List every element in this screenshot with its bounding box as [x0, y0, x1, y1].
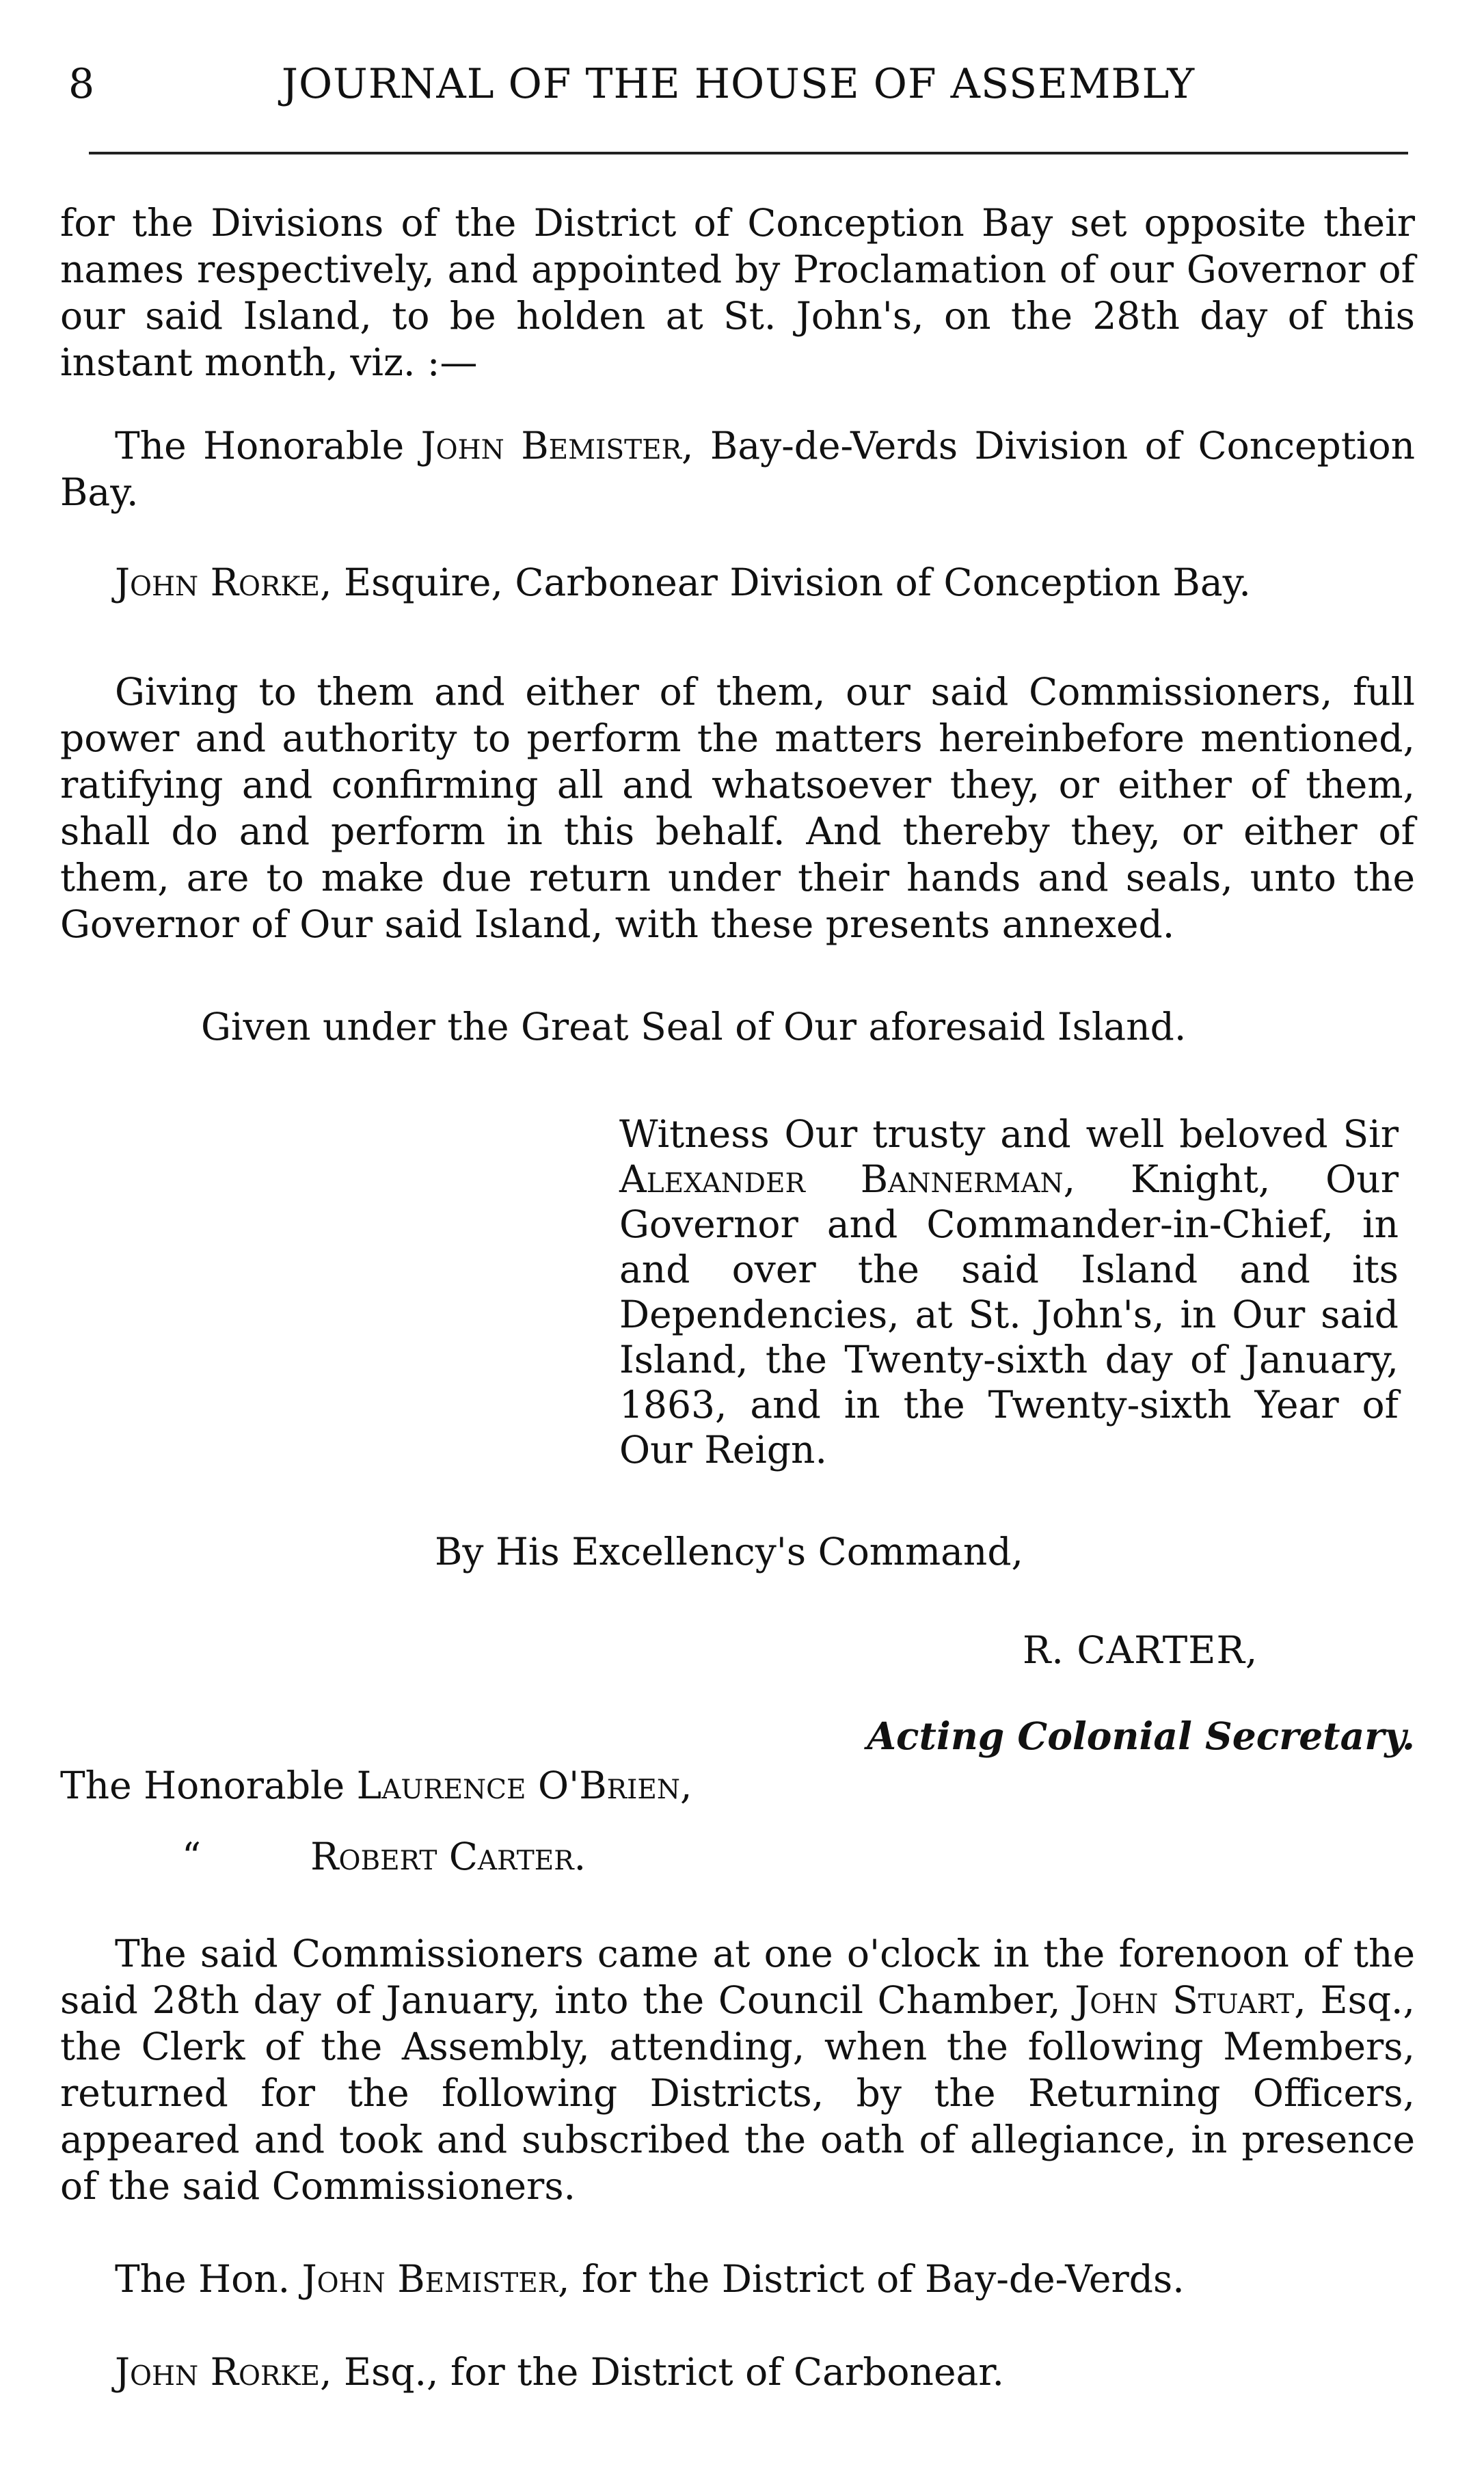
member2-name: John Rorke	[115, 2350, 320, 2394]
member1-rest: , for the District of Bay-de-Verds.	[558, 2257, 1185, 2301]
witness-governor-name: Alexander Bannerman	[619, 1157, 1064, 1201]
authority-paragraph: Giving to them and either of them, our said Commissioners, full power and authority to perform the matters hereinbefore mentioned, ratifying and confirming all and whatsoever they, or either of them, shall do and perform in this behalf. And thereby they, or either of them, are to make due return under their hands and seals, unto the Governor of Our said Island, with these presents annexed.	[60, 670, 1415, 946]
commissioner-rorke	[60, 559, 1415, 606]
clerk-name: John Stuart	[1075, 1978, 1295, 2022]
signature-title: Acting Colonial Secretary.	[867, 1714, 1415, 1758]
commissioner2-rest: , Esquire, Carbonear Division of Conception Bay.	[320, 561, 1251, 604]
opening-paragraph: for the Divisions of the District of Conception Bay set opposite their names respectively, and appointed by Proclamation of our Governor of our said Island, to be holden at St. John's, on the 28th day of this instant month, viz. :—	[60, 201, 1415, 384]
running-title: JOURNAL OF THE HOUSE OF ASSEMBLY	[281, 60, 1196, 108]
seal-line: Given under the Great Seal of Our aforesaid Island.	[201, 1005, 1187, 1049]
addressee-obrien	[60, 1762, 1415, 1809]
commissioner1-name: John Bemister	[420, 424, 682, 468]
member1-name: John Bemister	[301, 2257, 558, 2301]
member-rorke	[60, 2349, 1415, 2395]
witness-opening: Witness Our trusty and well beloved Sir	[619, 1112, 1399, 1156]
signature: R. CARTER,	[1023, 1628, 1258, 1672]
page-number: 8	[68, 60, 96, 108]
header-rule	[89, 152, 1408, 154]
para3-part1: The said Commissioners came at one o'clock in the forenoon of the said 28th day of January, into the Council Chamber,	[60, 1932, 1415, 2022]
addressee-carter	[60, 1833, 1415, 1880]
commissioner-bemister	[60, 422, 1415, 515]
addressee2-name: Robert Carter.	[310, 1835, 586, 1878]
witness-rest: , Knight, Our Governor and Commander-in-Chief, in and over the said Island and its Dependencies, at St. John's, in Our said Island, the Twenty-sixth day of January, 1863, and in the Twenty-sixth Year of Our Reign.	[619, 1157, 1399, 1472]
ditto-mark: “	[182, 1835, 202, 1878]
commissioners-paragraph	[60, 1930, 1415, 2209]
commissioner1-prefix: The Honorable	[115, 424, 421, 468]
command-line: By His Excellency's Command,	[435, 1530, 1024, 1574]
member2-rest: , Esq., for the District of Carbonear.	[320, 2350, 1005, 2394]
witness-clause	[619, 1111, 1399, 1472]
para3-part2: , Esq., the Clerk of the Assembly, attending, when the following Members, returned for the following Districts, by the Returning Officers, appeared and took and subscribed the oath of allegiance, in presence of the said Commissioners.	[60, 1978, 1416, 2208]
addressee1-suffix: ,	[679, 1764, 692, 1807]
commissioner2-name: John Rorke	[115, 561, 320, 604]
addressee1-name: Laurence O'Brien	[356, 1764, 680, 1807]
member-bemister	[60, 2256, 1415, 2302]
page-header	[68, 60, 1408, 115]
commissioner1-rest: , Bay-de-Verds Division of Conception Bay.	[60, 424, 1415, 514]
addressee1-prefix: The Honorable	[60, 1764, 357, 1807]
member1-prefix: The Hon.	[115, 2257, 302, 2301]
